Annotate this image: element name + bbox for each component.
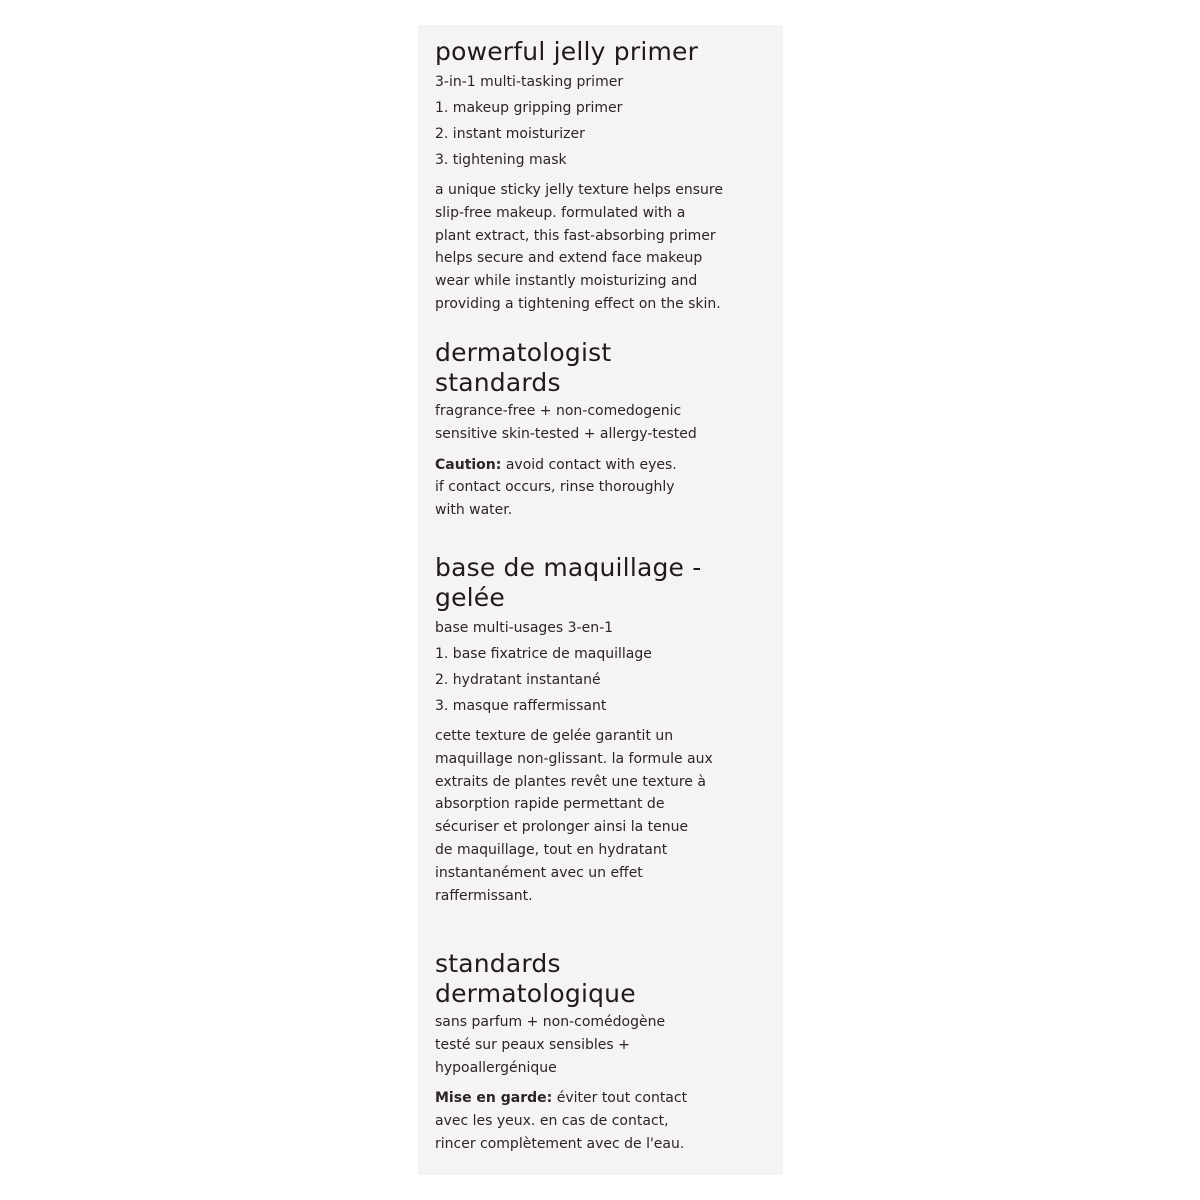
product-label-panel (418, 25, 783, 1175)
en-list-item: 3. tightening mask (435, 152, 567, 168)
fr-caution-text: éviter tout contact (552, 1090, 688, 1107)
en-caution-text: avoid contact with eyes. (501, 456, 677, 473)
fr-caution-label: Mise en garde: (435, 1090, 553, 1107)
en-claim-line: fragrance-free + non-comedogenic (435, 403, 682, 419)
fr-product-subtitle: base multi-usages 3-en-1 (435, 620, 614, 636)
en-caution-line: if contact occurs, rinse thoroughly (435, 479, 675, 496)
en-product-subtitle: 3-in-1 multi-tasking primer (435, 74, 624, 90)
fr-claim-line: hypoallergénique (435, 1059, 557, 1076)
description-line: absorption rapide permettant de (435, 796, 665, 813)
en-caution-line: with water. (435, 502, 513, 519)
fr-standards-section (435, 949, 773, 1156)
fr-product-title-line2: gelée (435, 583, 505, 612)
fr-list-item: 1. base fixatrice de maquillage (435, 646, 652, 662)
fr-standards-title-line2: dermatologique (435, 979, 636, 1008)
en-claim-line: sensitive skin-tested + allergy-tested (435, 425, 697, 442)
fr-product-title-line1: base de maquillage - (435, 553, 702, 582)
description-line: de maquillage, tout en hydratant (435, 841, 668, 858)
en-standards-title-line2: standards (435, 368, 561, 397)
en-product-title: powerful jelly primer (435, 37, 699, 66)
en-caution-line (435, 454, 773, 477)
description-line: slip-free makeup. formulated with a (435, 204, 686, 221)
fr-product-description (435, 725, 773, 907)
fr-claim-line: sans parfum + non-comédogène (435, 1014, 666, 1030)
en-product-description (435, 179, 773, 316)
en-list-item: 1. makeup gripping primer (435, 100, 623, 116)
fr-claim-line: testé sur peaux sensibles + (435, 1036, 630, 1053)
en-caution-label: Caution: (435, 456, 502, 473)
description-line: raffermissant. (435, 887, 533, 904)
fr-list-item: 3. masque raffermissant (435, 698, 607, 714)
fr-product-section (435, 553, 773, 907)
fr-caution-line (435, 1087, 773, 1110)
en-product-section (435, 37, 773, 316)
fr-caution-line: avec les yeux. en cas de contact, (435, 1113, 669, 1130)
en-standards-title-line1: dermatologist (435, 338, 612, 367)
description-line: extraits de plantes revêt une texture à (435, 773, 706, 790)
description-line: maquillage non-glissant. la formule aux (435, 750, 713, 767)
description-line: wear while instantly moisturizing and (435, 273, 698, 290)
description-line: providing a tightening effect on the skin. (435, 295, 721, 312)
description-line: plant extract, this fast-absorbing primer (435, 227, 716, 244)
en-list-item: 2. instant moisturizer (435, 126, 585, 142)
description-line: instantanément avec un effet (435, 864, 643, 881)
fr-caution-line: rincer complètement avec de l'eau. (435, 1135, 685, 1152)
description-line: sécuriser et prolonger ainsi la tenue (435, 819, 689, 836)
en-standards-section (435, 338, 773, 522)
description-line: a unique sticky jelly texture helps ensure (435, 182, 723, 198)
description-line: cette texture de gelée garantit un (435, 728, 674, 744)
description-line: helps secure and extend face makeup (435, 250, 703, 267)
fr-list-item: 2. hydratant instantané (435, 672, 601, 688)
fr-standards-title-line1: standards (435, 949, 561, 978)
